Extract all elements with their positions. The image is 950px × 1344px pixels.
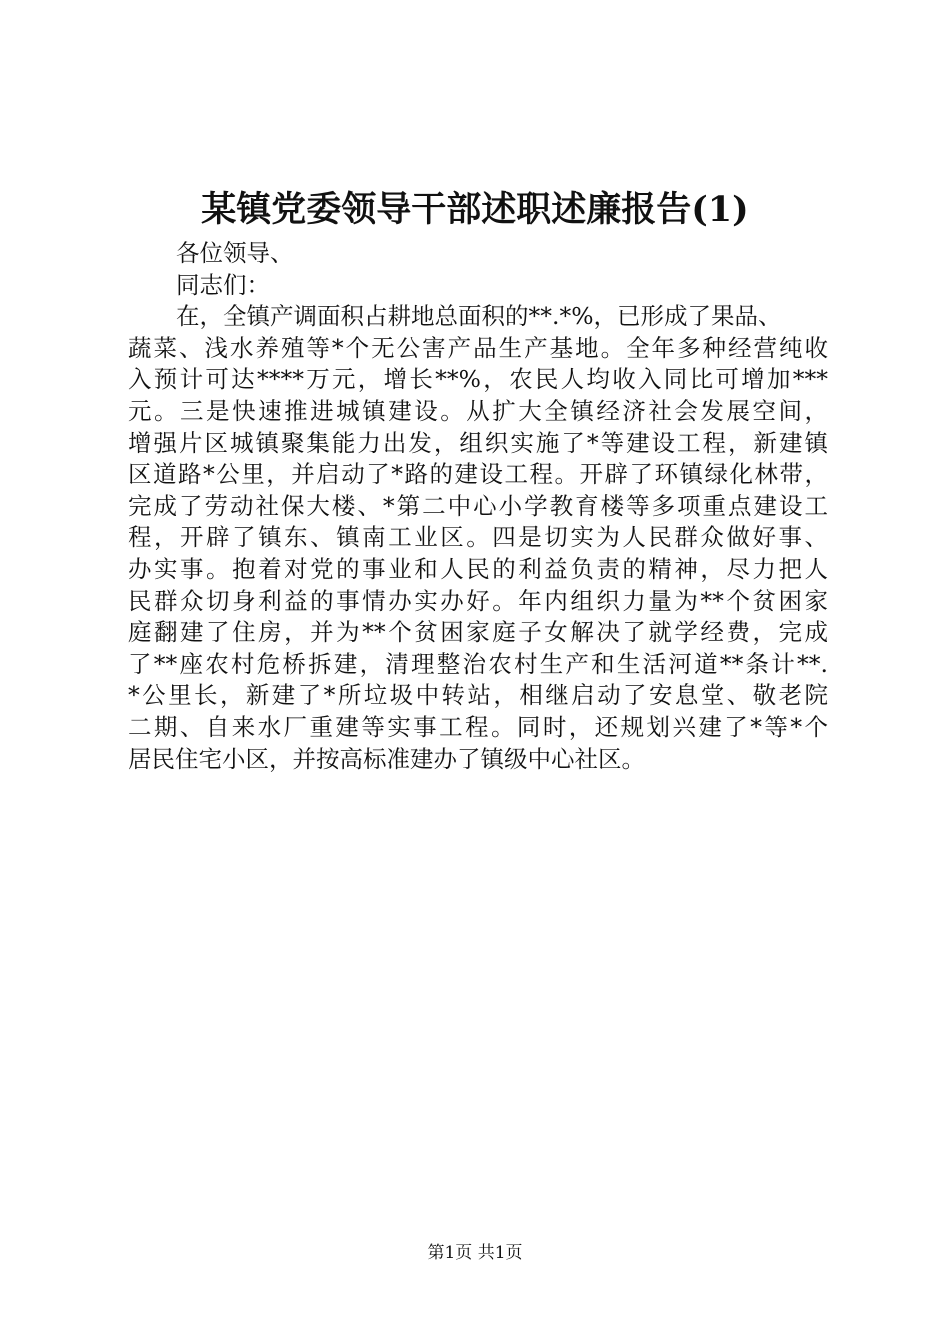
paragraph-line: 庭翻建了住房，并为**个贫困家庭子女解决了就学经费，完成 [128, 618, 828, 647]
greeting-line: 各位领导、 [176, 239, 294, 267]
greeting-line: 同志们： [176, 270, 270, 299]
paragraph-line: 民群众切身利益的事情办实办好。年内组织力量为**个贫困家 [128, 586, 828, 615]
paragraph-line: 程，开辟了镇东、镇南工业区。四是切实为人民群众做好事、 [128, 523, 828, 552]
paragraph-line: 在，全镇产调面积占耕地总面积的**.*%，已形成了果品、 [176, 302, 782, 331]
page-footer: 第1页 共1页 [427, 1243, 523, 1263]
paragraph-line: 二期、自来水厂重建等实事工程。同时，还规划兴建了*等*个 [128, 712, 828, 741]
paragraph-line: 区道路*公里，并启动了*路的建设工程。开辟了环镇绿化林带， [128, 460, 828, 489]
paragraph-line: 完成了劳动社保大楼、*第二中心小学教育楼等多项重点建设工 [128, 491, 828, 520]
paragraph-line: 入预计可达****万元，增长**%，农民人均收入同比可增加*** [128, 365, 828, 394]
paragraph-line: 增强片区城镇聚集能力出发，组织实施了*等建设工程，新建镇 [128, 428, 828, 457]
paragraph-line: 元。三是快速推进城镇建设。从扩大全镇经济社会发展空间， [128, 396, 828, 425]
paragraph-line: 蔬菜、浅水养殖等*个无公害产品生产基地。全年多种经营纯收 [128, 333, 828, 362]
document-title: 某镇党委领导干部述职述廉报告(1) [201, 189, 749, 230]
paragraph-line: *公里长，新建了*所垃圾中转站，相继启动了安息堂、敬老院 [128, 681, 828, 710]
paragraph-line: 居民住宅小区，并按高标准建办了镇级中心社区。 [128, 744, 645, 773]
paragraph-line: 了**座农村危桥拆建，清理整治农村生产和生活河道**条计**. [128, 649, 828, 678]
document-body [128, 238, 828, 775]
paragraph-line: 办实事。抱着对党的事业和人民的利益负责的精神，尽力把人 [128, 554, 828, 583]
